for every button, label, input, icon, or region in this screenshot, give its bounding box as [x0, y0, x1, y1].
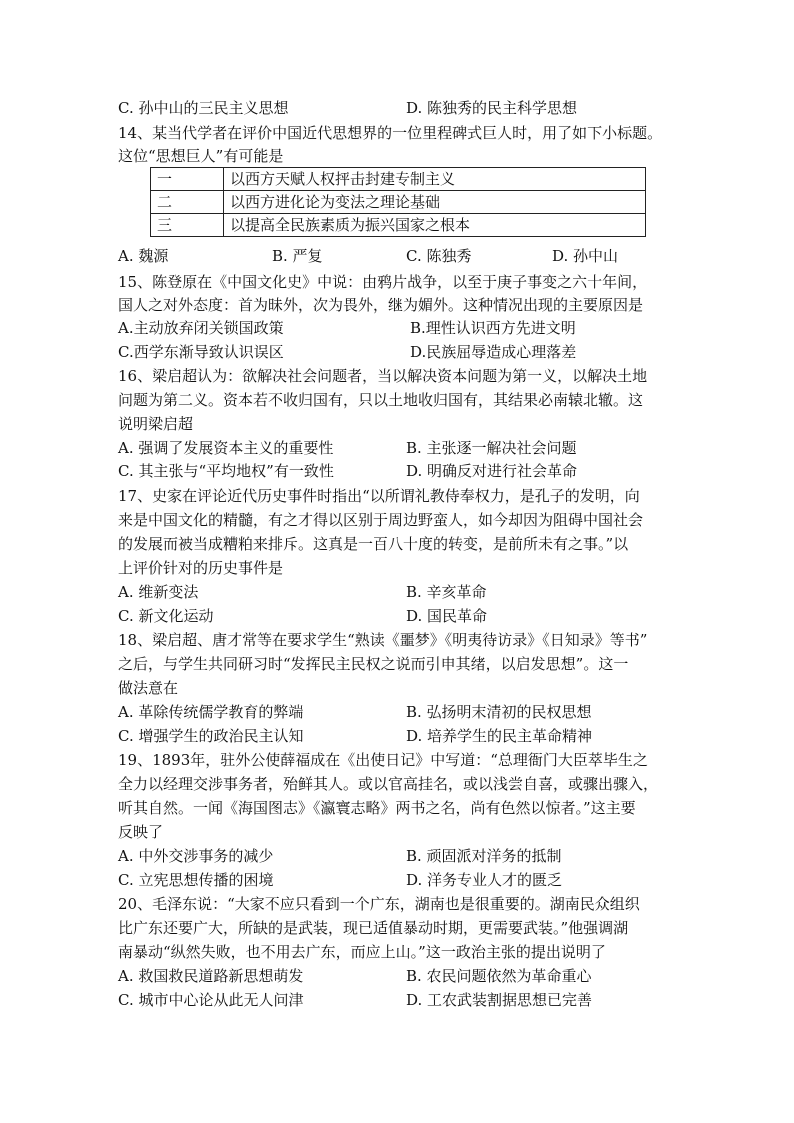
q15-stem-line-2: 国人之对外态度：首为昧外，次为畏外，继为媚外。这种情况出现的主要原因是 — [118, 296, 644, 314]
table-row — [151, 168, 646, 191]
q15-option-d: D.民族屈辱造成心理落差 — [410, 343, 577, 361]
q20-option-b: B. 农民问题依然为革命重心 — [406, 967, 592, 985]
q17-option-d: D. 国民革命 — [406, 607, 488, 625]
q17-option-b: B. 辛亥革命 — [406, 583, 487, 601]
q14-table — [150, 167, 646, 237]
q18-option-a: A. 革除传统儒学教育的弊端 — [118, 703, 304, 721]
q17-stem-line-1: 17、史家在评论近代历史事件时指出“以所谓礼教侍奉权力，是孔子的发明，向 — [118, 487, 640, 505]
q16-stem-line-1: 16、梁启超认为：欲解决社会问题者，当以解决资本问题为第一义，以解决土地 — [118, 367, 648, 385]
q19-option-b: B. 顽固派对洋务的抵制 — [406, 847, 562, 865]
q17-stem-line-3: 的发展而被当成糟粕来排斥。这真是一百八十度的转变，是前所未有之事。”以 — [118, 535, 629, 553]
q15-stem-line-1: 15、陈登原在《中国文化史》中说：由鸦片战争，以至于庚子事变之六十年间， — [118, 273, 648, 291]
q20-option-a: A. 救国救民道路新思想萌发 — [118, 967, 304, 985]
q14-row-text: 以西方天赋人权抨击封建专制主义 — [224, 168, 646, 191]
q14-option-b: B. 严复 — [272, 247, 323, 265]
q14-row-number: 二 — [151, 191, 224, 214]
q13-option-c: C. 孙中山的三民主义思想 — [118, 99, 289, 117]
q19-stem-line-1: 19、1893年，驻外公使薛福成在《出使日记》中写道：“总理衙门大臣萃毕生之 — [118, 751, 648, 769]
q20-stem-line-2: 比广东还要广大，所缺的是武装，现已适值暴动时期，更需要武装。”他强调湖 — [118, 919, 629, 937]
q17-stem-line-2: 来是中国文化的精髓，有之才得以区别于周边野蛮人，如今却因为阻碍中国社会 — [118, 511, 644, 529]
table-row — [151, 214, 646, 237]
q19-stem-line-4: 反映了 — [118, 823, 164, 841]
q14-stem-line-2: 这位“思想巨人”有可能是 — [118, 147, 284, 165]
q16-option-b: B. 主张逐一解决社会问题 — [406, 439, 577, 457]
q16-option-a: A. 强调了发展资本主义的重要性 — [118, 439, 334, 457]
q17-stem-line-4: 上评价针对的历史事件是 — [118, 559, 284, 577]
q15-option-c: C.西学东渐导致认识误区 — [118, 343, 284, 361]
q19-option-d: D. 洋务专业人才的匮乏 — [406, 871, 563, 889]
q14-row-text: 以西方进化论为变法之理论基础 — [224, 191, 646, 214]
q17-option-a: A. 维新变法 — [118, 583, 199, 601]
q16-option-c: C. 其主张与“平均地权”有一致性 — [118, 462, 334, 480]
q19-stem-line-2: 全力以经理交涉事务者，殆鲜其人。或以官高挂名，或以浅尝自喜，或骤出骤入， — [118, 775, 659, 793]
q20-stem-line-3: 南暴动“纵然失败，也不用去广东，而应上山。”这一政治主张的提出说明了 — [118, 943, 606, 961]
q19-stem-line-3: 听其自然。一闻《海国图志》《瀛寰志略》两书之名，尚有色然以惊者。”这主要 — [118, 799, 636, 817]
q14-row-number: 三 — [151, 214, 224, 237]
q16-option-d: D. 明确反对进行社会革命 — [406, 462, 578, 480]
q15-option-b: B.理性认识西方先进文明 — [410, 319, 576, 337]
q16-stem-line-2: 问题为第二义。资本若不收归国有，只以土地收归国有，其结果必南辕北辙。这 — [118, 391, 644, 409]
q18-stem-line-3: 做法意在 — [118, 679, 179, 697]
q20-option-d: D. 工农武装割据思想已完善 — [406, 991, 593, 1009]
q14-row-text: 以提高全民族素质为振兴国家之根本 — [224, 214, 646, 237]
q18-option-c: C. 增强学生的政治民主认知 — [118, 727, 304, 745]
table-row — [151, 191, 646, 214]
q19-option-c: C. 立宪思想传播的困境 — [118, 871, 274, 889]
q15-option-a: A.主动放弃闭关锁国政策 — [118, 319, 284, 337]
q18-stem-line-1: 18、梁启超、唐才常等在要求学生“熟读《噩梦》《明夷待访录》《日知录》等书” — [118, 631, 648, 649]
q16-stem-line-3: 说明梁启超 — [118, 415, 194, 433]
q20-stem-line-1: 20、毛泽东说：“大家不应只看到一个广东，湖南也是很重要的。湖南民众组织 — [118, 895, 640, 913]
q18-stem-line-2: 之后，与学生共同研习时“发挥民主民权之说而引申其绪，以启发思想”。这一 — [118, 655, 629, 673]
q17-option-c: C. 新文化运动 — [118, 607, 214, 625]
q14-option-c: C. 陈独秀 — [406, 247, 472, 265]
q13-option-d: D. 陈独秀的民主科学思想 — [406, 99, 578, 117]
q18-option-d: D. 培养学生的民主革命精神 — [406, 727, 593, 745]
q20-option-c: C. 城市中心论从此无人问津 — [118, 991, 304, 1009]
q14-option-a: A. 魏源 — [118, 247, 169, 265]
q14-row-number: 一 — [151, 168, 224, 191]
q19-option-a: A. 中外交涉事务的减少 — [118, 847, 274, 865]
q18-option-b: B. 弘扬明末清初的民权思想 — [406, 703, 592, 721]
q14-option-d: D. 孙中山 — [552, 247, 619, 265]
q14-stem-line-1: 14、某当代学者在评价中国近代思想界的一位里程碑式巨人时，用了如下小标题。 — [118, 124, 663, 142]
